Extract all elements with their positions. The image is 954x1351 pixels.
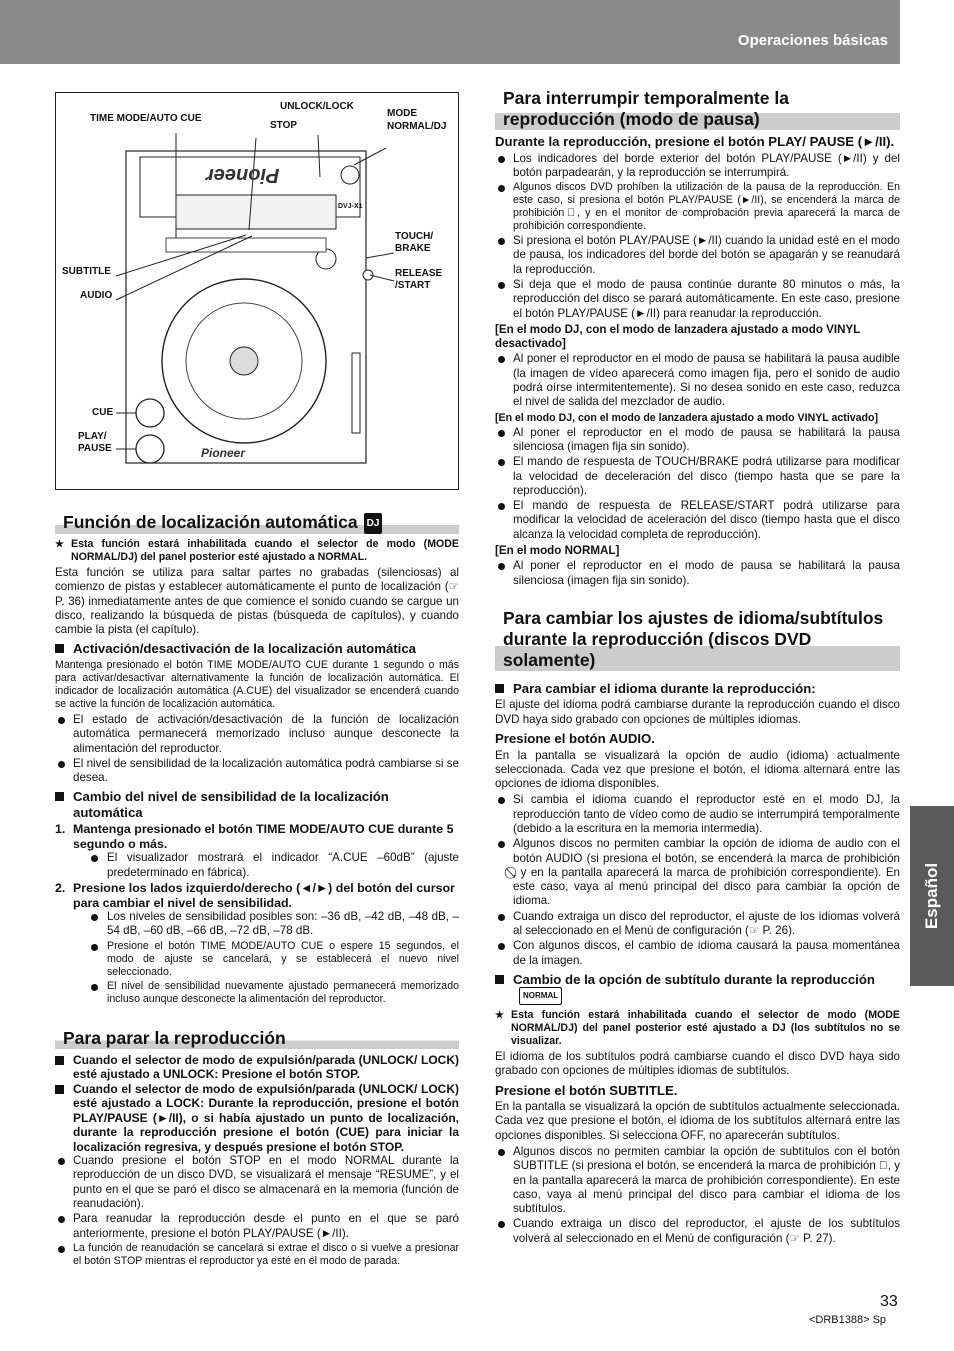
- subtitle-button-text: En la pantalla se visualizará la opción de subtítulos actualmente seleccionada. Cada vez que presione el botón, el idioma de los subtítulos alternará entre las opciones disponibles. Si selecciona OFF, no aparecerán subtítulos.: [495, 1100, 900, 1142]
- brand-logo-bottom: Pioneer: [201, 446, 246, 460]
- pause-list: [495, 152, 900, 321]
- dj-badge: DJ: [364, 513, 383, 534]
- player-illustration: [55, 92, 459, 490]
- label-release: RELEASE: [395, 268, 443, 279]
- list-item: Si cambia el idioma cuando el reproductor esté en el modo DJ, la reproducción tanto de vídeo como de audio se interrumpirá temporalmente (debido a la escritura en la memoria intermedia).: [495, 793, 900, 836]
- section-pause-title: Para interrumpir temporalmente la reproducción (modo de pausa): [495, 88, 900, 130]
- list-item: El nivel de sensibilidad de la localización automática podrá cambiarse si se desea.: [55, 757, 459, 786]
- header-bar: [0, 0, 900, 64]
- stop-unlock-item: Cuando el selector de modo de expulsión/parada (UNLOCK/ LOCK) esté ajustado a UNLOCK: Presione el botón STOP.: [55, 1053, 459, 1082]
- label-pause: PAUSE: [78, 443, 112, 454]
- list-item: Algunos discos no permiten cambiar la opción de idioma de audio con el botón AUDIO (si presiona el botón, se encenderá la marca de prohibición ⃠, y en la pantalla aparecerá la marca de prohibición correspondiente). En este caso, vaya al menú principal del disco para cambiar la opción de idioma.: [495, 837, 900, 908]
- auto-cue-intro: Esta función se utiliza para saltar partes no grabadas (silenciosas) al comienzo de pistas y establecer automáticamente el punto de localización (☞ P. 36) inmediatamente antes de que comience el sonido cuando se cargue un disco, realizando la búsqueda de pistas (búsqueda de capítulos), y cuando cambie la pista (el capítulo).: [55, 566, 459, 637]
- label-normal-dj: NORMAL/DJ: [387, 121, 447, 132]
- label-subtitle: SUBTITLE: [62, 266, 111, 277]
- section-language-title: Para cambiar los ajustes de idioma/subtítulos durante la reproducción (discos DVD solamente): [495, 608, 900, 671]
- model-name: DVJ-X1: [338, 203, 363, 210]
- list-item: Presione el botón TIME MODE/AUTO CUE o espere 15 segundos, el modo de ajuste se cancelará, y se establecerá el nuevo nivel seleccionado.: [73, 940, 459, 979]
- label-touch: TOUCH/: [395, 231, 434, 242]
- auto-cue-activation-heading: Activación/desactivación de la localización automática: [55, 641, 459, 657]
- list-item: Cuando extraiga un disco del reproductor, el ajuste de los subtítulos volverá al seleccionado en el Menú de configuración (☞ P. 27).: [495, 1217, 900, 1246]
- list-item: Algunos discos DVD prohíben la utilización de la pausa de la reproducción. En este caso, si presiona el botón PLAY/PAUSE (►/II), se encenderá la marca de prohibición ⃠, y en el monitor de comprobación previa aparecerá la marca de prohibición correspondiente.: [495, 181, 900, 233]
- left-column: [55, 92, 459, 1269]
- brand-logo: Pioneer: [206, 164, 280, 186]
- list-item: Cuando presione el botón STOP en el modo NORMAL durante la reproducción de un disco DVD, se visualizará el mensaje “RESUME”, y el punto en el que se paró el disco se almacenará en la memoria (función de reanudación).: [55, 1154, 459, 1211]
- pause-subheading: Durante la reproducción, presione el botón PLAY/ PAUSE (►/II).: [495, 134, 895, 149]
- list-item: Los niveles de sensibilidad posibles son: –36 dB, –42 dB, –48 dB, –54 dB, –60 dB, –66 dB, –72 dB, –78 dB.: [73, 910, 459, 939]
- label-stop: STOP: [270, 120, 298, 131]
- step-2: 2. Presione los lados izquierdo/derecho (◄/►) del botón del cursor para cambiar el nivel de sensibilidad. Los niveles de sensibilidad posibles son: –36 dB, –42 dB, –48 dB, –54 dB, –60 dB, –66 dB, –72 dB, –78 dB. Presione el botón TIME MODE/AUTO CUE o espere 15 segundos, el modo de ajuste se cancelará, y se establecerá el nuevo nivel seleccionado. El nivel de sensibilidad nuevamente ajustado permanecerá memorizado incluso aunque desconecte la alimentación del reproductor.: [55, 881, 459, 1005]
- label-cue: CUE: [92, 407, 114, 418]
- stop-list: [55, 1154, 459, 1268]
- sensitivity-steps: [55, 822, 459, 1005]
- audio-list: [495, 793, 900, 968]
- list-item: Al poner el reproductor en el modo de pausa se habilitará la pausa silenciosa (imagen fija sin sonido).: [495, 559, 900, 588]
- audio-button-heading: Presione el botón AUDIO.: [495, 731, 655, 747]
- subtitle-note: ★ Esta función estará inhabilitada cuando el selector de modo (MODE NORMAL/DJ) del panel posterior esté ajustado a DJ (los subtítulos no se visualizar.: [495, 1009, 900, 1048]
- pause-normal-mode: [En el modo NORMAL]: [495, 544, 620, 558]
- right-column: [495, 88, 900, 1247]
- language-heading: Para cambiar el idioma durante la reproducción:: [495, 681, 900, 697]
- subtitle-button-heading: Presione el botón SUBTITLE.: [495, 1082, 678, 1098]
- list-item: El mando de respuesta de RELEASE/START podrá utilizarse para modificar la velocidad de aceleración del disco (tiempo hasta que el disco alcanza la velocidad completa de reproducción).: [495, 499, 900, 542]
- label-unlock-lock: UNLOCK/LOCK: [280, 101, 354, 112]
- list-item: La función de reanudación se cancelará si extrae el disco o si vuelve a presionar el botón STOP mientras el reproductor ya esté en el modo de parada.: [55, 1242, 459, 1268]
- auto-cue-activation-list: [55, 713, 459, 785]
- auto-cue-sensitivity-heading: Cambio del nivel de sensibilidad de la localización automática: [55, 789, 459, 820]
- document-ref: <DRB1388> Sp: [809, 1314, 887, 1326]
- label-start: /START: [395, 280, 431, 291]
- list-item: Al poner el reproductor en el modo de pausa se habilitará la pausa silenciosa (imagen fija sin sonido).: [495, 426, 900, 455]
- auto-cue-note: ★ Esta función estará inhabilitada cuando el selector de modo (MODE NORMAL/DJ) del panel posterior esté ajustado a NORMAL.: [55, 538, 459, 564]
- label-brake: BRAKE: [395, 243, 431, 254]
- section-stop-title: Para parar la reproducción: [55, 1028, 459, 1049]
- normal-badge: NORMAL: [519, 987, 562, 1005]
- step-1: 1. Mantenga presionado el botón TIME MODE/AUTO CUE durante 5 segundo o más. El visualizador mostrará el indicador “A.CUE –60dB” (ajuste predeterminado en fábrica).: [55, 822, 459, 879]
- subtitle-list: [495, 1145, 900, 1246]
- list-item: El mando de respuesta de TOUCH/BRAKE podrá utilizarse para modificar la velocidad de deceleración del disco (tiempo hasta que se pare la reproducción).: [495, 455, 900, 498]
- list-item: Con algunos discos, el cambio de idioma causará la pausa momentánea de la imagen.: [495, 939, 900, 968]
- audio-text: En la pantalla se visualizará la opción de audio (idioma) actualmente seleccionada. Cada vez que presione el botón, el idioma alternará entre las opciones de idioma disponibles.: [495, 748, 900, 791]
- section-auto-cue-title: Función de localización automática DJ: [55, 512, 459, 534]
- player-drawing: [56, 93, 458, 489]
- language-tab: [910, 806, 954, 986]
- label-mode: MODE: [387, 108, 417, 119]
- list-item: Los indicadores del borde exterior del botón PLAY/PAUSE (►/II) y del botón parpadearán, y la reproducción se interrumpirá.: [495, 152, 900, 181]
- label-time-mode: TIME MODE/AUTO CUE: [90, 113, 202, 124]
- list-item: Cuando extraiga un disco del reproductor, el ajuste de los idiomas volverá al seleccionado en el Menú de configuración (☞ P. 26).: [495, 910, 900, 939]
- subtitle-heading: Cambio de la opción de subtítulo durante la reproducciónNORMAL: [495, 972, 900, 1005]
- label-audio: AUDIO: [80, 290, 113, 301]
- language-text: El ajuste del idioma podrá cambiarse durante la reproducción cuando el disco DVD haya sido grabado con opciones de múltiples idiomas.: [495, 698, 900, 726]
- language-tab-label: Español: [922, 862, 941, 930]
- pause-dj-vinyl-off: [En el modo DJ, con el modo de lanzadera ajustado a modo VINYL desactivado]: [495, 322, 861, 351]
- section-title: Operaciones básicas: [737, 32, 888, 49]
- list-item: Algunos discos no permiten cambiar la opción de subtítulos con el botón SUBTITLE (si presiona el botón, se encenderá la marca de prohibición ⃠, y en la pantalla aparecerá la marca de prohibición correspondiente). En este caso, vaya al menú principal del disco para cambiar el idioma de los subtítulos.: [495, 1145, 900, 1216]
- list-item: El estado de activación/desactivación de la función de localización automática permanecerá memorizado incluso aunque desconecte la alimentación del reproductor.: [55, 713, 459, 756]
- pause-dj-vinyl-on: [En el modo DJ, con el modo de lanzadera ajustado a modo VINYL activado]: [495, 411, 879, 424]
- list-item: Si presiona el botón PLAY/PAUSE (►/II) cuando la unidad esté en el modo de pausa, los indicadores del borde del botón se apagarán y se reanudará la reproducción.: [495, 234, 900, 277]
- page-number: 33: [880, 1293, 898, 1310]
- list-item: Si deja que el modo de pausa continúe durante 80 minutos o más, la reproducción del disco se parará automáticamente. En este caso, presione el botón PLAY/PAUSE (►/II) para reanudar la reproducción.: [495, 278, 900, 321]
- list-item: Al poner el reproductor en el modo de pausa se habilitará la pausa audible (la imagen de vídeo aparecerá como imagen fija, pero el sonido de audio podrá oírse intermitentemente). Si no desea sonido en este caso, reduzca el nivel de salida del mezclador de audio.: [495, 352, 900, 409]
- subtitle-text: El idioma de los subtítulos podrá cambiarse cuando el disco DVD haya sido grabado con opciones de múltiples idiomas de subtítulos.: [495, 1049, 900, 1078]
- auto-cue-activation-text: Mantenga presionado el botón TIME MODE/AUTO CUE durante 1 segundo o más para activar/desactivar alternativamente la función de localización automática. El indicador de localización automática (A.CUE) del visualizador se encenderá cuando se active la función de localización automática.: [55, 658, 459, 710]
- list-item: El nivel de sensibilidad nuevamente ajustado permanecerá memorizado incluso aunque desconecte la alimentación del reproductor.: [73, 980, 459, 1006]
- stop-lock-item: Cuando el selector de modo de expulsión/parada (UNLOCK/ LOCK) esté ajustado a LOCK: Durante la reproducción, presione el botón PLAY/PAUSE (►/II), o si había ajustado un punto de localización, durante la reproducción presione el botón (CUE) para iniciar la localización regresiva, y después presione el botón STOP.: [55, 1082, 459, 1155]
- label-play: PLAY/: [78, 431, 107, 442]
- list-item: Para reanudar la reproducción desde el punto en el que se paró anteriormente, presione el botón PLAY/PAUSE (►/II).: [55, 1212, 459, 1241]
- list-item: El visualizador mostrará el indicador “A.CUE –60dB” (ajuste predeterminado en fábrica).: [73, 851, 459, 880]
